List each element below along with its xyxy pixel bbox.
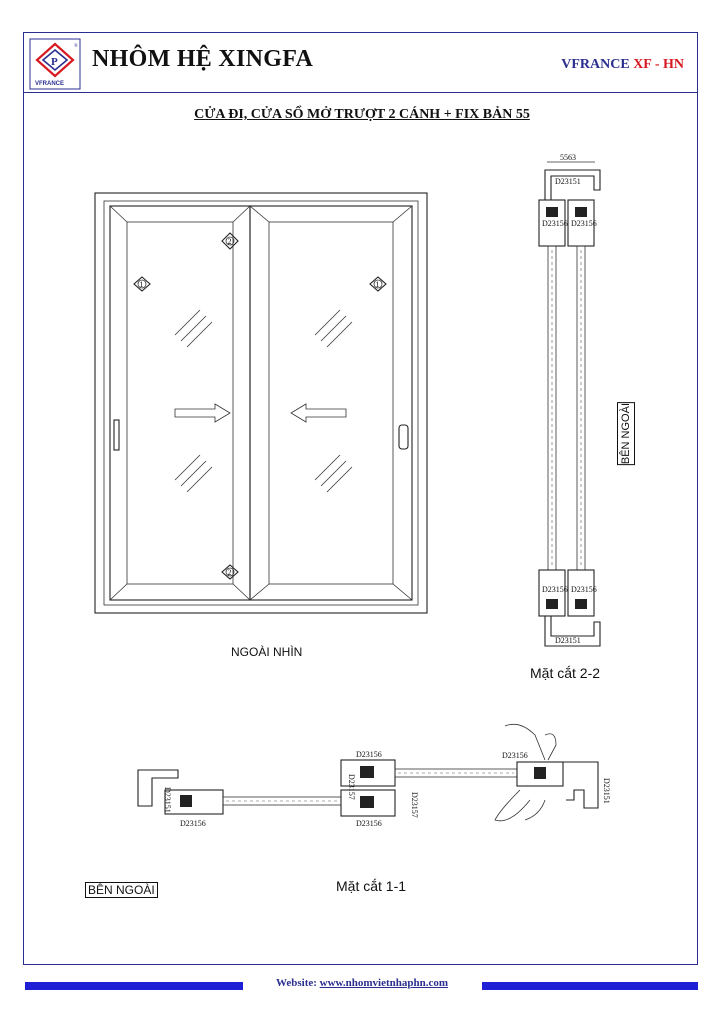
handle-right xyxy=(399,425,408,449)
code-d23156-bot-a: D23156 xyxy=(542,585,568,594)
footer-website-label: Website: xyxy=(275,977,317,989)
brand-tag-blue: VFRANCE xyxy=(561,57,630,72)
ghost-handle-outline xyxy=(495,724,556,821)
svg-text:2: 2 xyxy=(227,568,232,577)
brand-tag-red: XF - HN xyxy=(633,57,684,72)
elevation-caption: NGOÀI NHÌN xyxy=(231,645,303,659)
slide-right-arrow xyxy=(175,404,230,422)
code-d23151-bottom: D23151 xyxy=(555,636,581,645)
marker-2-top xyxy=(222,233,238,249)
code-d23156-mid-top: D23156 xyxy=(356,750,382,759)
logo-text: VFRANCE xyxy=(35,81,65,87)
drawing-title-text: CỬA ĐI, CỬA SỔ MỞ TRƯỢT 2 CÁNH + FIX BẢN 55 xyxy=(194,107,530,122)
svg-text:2: 2 xyxy=(227,237,232,246)
footer-website-link[interactable]: www.nhomvietnhaphn.com xyxy=(319,977,449,989)
code-d23156-right: D23156 xyxy=(502,751,528,760)
marker-2-bottom xyxy=(222,565,238,579)
section-2-2-side-label: BÊN NGOÀI xyxy=(617,402,635,465)
code-d23156-mid-bottom: D23156 xyxy=(356,819,382,828)
code-d23157-mid-right: D23157 xyxy=(410,792,419,818)
door-elevation xyxy=(95,193,427,613)
code-d23151-left: D23151 xyxy=(163,787,172,813)
marker-1-right xyxy=(370,277,386,291)
section-2-2-caption: Mặt cắt 2-2 xyxy=(530,665,601,681)
svg-text:1: 1 xyxy=(375,280,380,289)
section-1-1 xyxy=(138,724,611,828)
brand-name: NHÔM HỆ XINGFA xyxy=(92,46,314,72)
handle-left xyxy=(114,420,119,450)
section-1-1-side-label: BÊN NGOÀI xyxy=(85,882,158,898)
svg-text:®: ® xyxy=(74,44,78,49)
code-d23156-top-b: D23156 xyxy=(571,219,597,228)
code-d23156-bot-b: D23156 xyxy=(571,585,597,594)
section-1-1-caption: Mặt cắt 1-1 xyxy=(336,878,407,894)
code-d23156-left: D23156 xyxy=(180,819,206,828)
svg-text:P: P xyxy=(51,56,58,68)
svg-text:1: 1 xyxy=(139,280,144,289)
code-d23156-top-a: D23156 xyxy=(542,219,568,228)
code-d23151-right: D23151 xyxy=(602,778,611,804)
slide-left-arrow xyxy=(291,404,346,422)
code-d23151-top: D23151 xyxy=(555,177,581,186)
marker-1-left xyxy=(134,277,150,291)
footer-website xyxy=(0,977,724,989)
code-5563: 5563 xyxy=(560,153,576,162)
section-2-2 xyxy=(539,153,600,646)
code-d23157-mid-left: D23157 xyxy=(347,774,356,800)
